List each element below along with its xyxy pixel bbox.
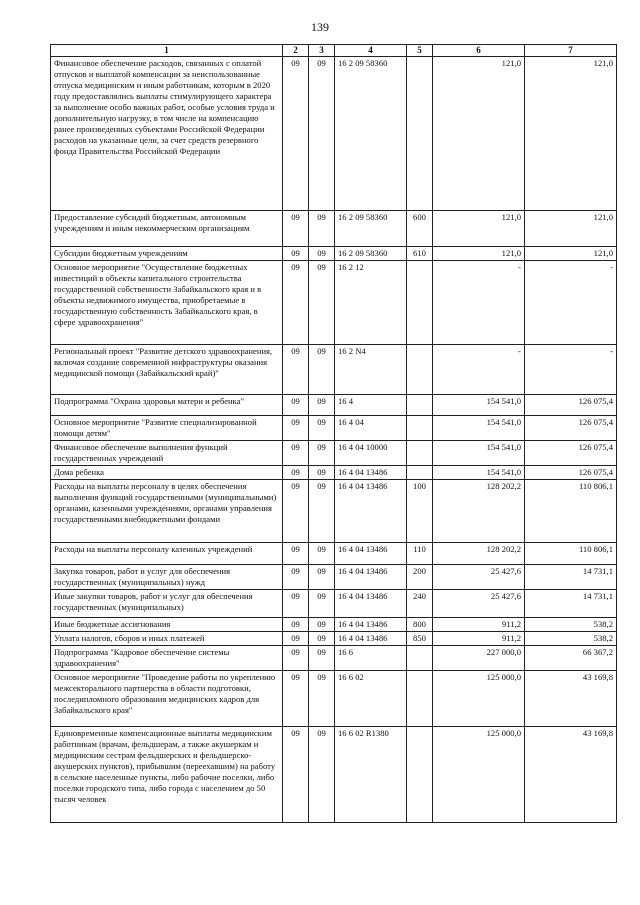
- row-sum-year2: 126 075,4: [525, 416, 617, 441]
- row-sum-year1: 128 202,2: [433, 480, 525, 543]
- row-target-article: 16 4 04 13486: [335, 590, 407, 618]
- table-row: [51, 211, 617, 247]
- row-sum-year2: 121,0: [525, 211, 617, 247]
- row-name: Финансовое обеспечение выполнения функций государственных учреждений: [51, 441, 283, 466]
- table-row: [51, 671, 617, 727]
- row-sum-year2: 14 731,1: [525, 590, 617, 618]
- row-name: Основное мероприятие "Развитие специализированной помощи детям": [51, 416, 283, 441]
- row-name: Региональный проект "Развитие детского здравоохранения, включая создание современной инфраструктуры оказания медицинской помощи (Забайкальский край)": [51, 345, 283, 395]
- row-subsection: 09: [309, 211, 335, 247]
- table-row: [51, 480, 617, 543]
- row-subsection: 09: [309, 565, 335, 590]
- row-section: 09: [283, 618, 309, 632]
- row-expense-type: [407, 441, 433, 466]
- row-name: Основное мероприятие "Осуществление бюджетных инвестиций в объекты капитального строительства государственной собственности Забайкальского края и в объекты недвижимого имущества, приобретаемые в государственную собственность Забайкальского края, в сфере здравоохранения": [51, 261, 283, 345]
- row-section: 09: [283, 416, 309, 441]
- row-target-article: 16 4 04 13486: [335, 632, 407, 646]
- row-expense-type: 850: [407, 632, 433, 646]
- row-section: 09: [283, 590, 309, 618]
- row-sum-year1: 227 000,0: [433, 646, 525, 671]
- row-subsection: 09: [309, 247, 335, 261]
- row-sum-year1: 125 000,0: [433, 727, 525, 823]
- row-section: 09: [283, 211, 309, 247]
- row-sum-year2: 538,2: [525, 632, 617, 646]
- row-expense-type: 240: [407, 590, 433, 618]
- table-row: [51, 646, 617, 671]
- row-subsection: 09: [309, 618, 335, 632]
- row-name: Основное мероприятие "Проведение работы по укреплению межсекторального партнерства в области подготовки, последипломного образования медицинских кадров для Забайкальского края": [51, 671, 283, 727]
- table-row: [51, 395, 617, 416]
- budget-table: [50, 44, 617, 823]
- row-target-article: 16 6 02: [335, 671, 407, 727]
- row-sum-year1: 128 202,2: [433, 543, 525, 565]
- row-sum-year1: 125 000,0: [433, 671, 525, 727]
- row-sum-year1: -: [433, 345, 525, 395]
- row-section: 09: [283, 345, 309, 395]
- row-name: Закупка товаров, работ и услуг для обеспечения государственных (муниципальных) нужд: [51, 565, 283, 590]
- row-subsection: 09: [309, 395, 335, 416]
- table-row: [51, 543, 617, 565]
- row-subsection: 09: [309, 466, 335, 480]
- row-name: Расходы на выплаты персоналу в целях обеспечения выполнения функций государственными (муниципальными) органами, казенными учреждениями, органами управления государственными внебюджетными фондами: [51, 480, 283, 543]
- page-number: 139: [311, 20, 329, 34]
- row-section: 09: [283, 395, 309, 416]
- row-name: Единовременные компенсационные выплаты медицинским работникам (врачам, фельдшерам, а также акушеркам и медицинским сестрам фельдшерских и фельдшерско-акушерских пунктов), прибывшим (переехавшим) на работу в сельские населенные пункты, либо рабочие поселки, либо поселки городского типа, либо города с населением до 50 тысяч человек: [51, 727, 283, 823]
- header-cell: 1: [51, 45, 283, 57]
- row-target-article: 16 2 09 58360: [335, 211, 407, 247]
- table-row: [51, 441, 617, 466]
- row-section: 09: [283, 646, 309, 671]
- row-subsection: 09: [309, 480, 335, 543]
- row-sum-year1: 121,0: [433, 57, 525, 211]
- row-subsection: 09: [309, 261, 335, 345]
- row-target-article: 16 2 12: [335, 261, 407, 345]
- row-sum-year1: 25 427,6: [433, 590, 525, 618]
- row-expense-type: [407, 345, 433, 395]
- row-expense-type: 600: [407, 211, 433, 247]
- row-expense-type: 200: [407, 565, 433, 590]
- row-expense-type: [407, 727, 433, 823]
- row-name: Предоставление субсидий бюджетным, автономным учреждениям и иным некоммерческим организациям: [51, 211, 283, 247]
- row-name: Расходы на выплаты персоналу казенных учреждений: [51, 543, 283, 565]
- row-name: Подпрограмма "Охрана здоровья матери и ребенка": [51, 395, 283, 416]
- row-sum-year2: 121,0: [525, 57, 617, 211]
- row-section: 09: [283, 441, 309, 466]
- row-sum-year2: 43 169,8: [525, 727, 617, 823]
- header-cell: 3: [309, 45, 335, 57]
- row-target-article: 16 6 02 R1380: [335, 727, 407, 823]
- header-cell: 2: [283, 45, 309, 57]
- row-sum-year2: 110 806,1: [525, 480, 617, 543]
- row-section: 09: [283, 247, 309, 261]
- table-row: [51, 247, 617, 261]
- row-name: Иные закупки товаров, работ и услуг для обеспечения государственных (муниципальных): [51, 590, 283, 618]
- row-section: 09: [283, 57, 309, 211]
- row-subsection: 09: [309, 646, 335, 671]
- row-subsection: 09: [309, 441, 335, 466]
- row-expense-type: 610: [407, 247, 433, 261]
- row-sum-year1: 911,2: [433, 618, 525, 632]
- row-sum-year2: 121,0: [525, 247, 617, 261]
- table-row: [51, 727, 617, 823]
- row-sum-year1: 154 541,0: [433, 416, 525, 441]
- row-section: 09: [283, 565, 309, 590]
- row-subsection: 09: [309, 590, 335, 618]
- header-cell: 7: [525, 45, 617, 57]
- row-target-article: 16 4 04: [335, 416, 407, 441]
- row-sum-year1: 154 541,0: [433, 466, 525, 480]
- row-sum-year2: 538,2: [525, 618, 617, 632]
- row-name: Уплата налогов, сборов и иных платежей: [51, 632, 283, 646]
- row-section: 09: [283, 543, 309, 565]
- row-subsection: 09: [309, 345, 335, 395]
- table-row: [51, 590, 617, 618]
- row-section: 09: [283, 632, 309, 646]
- row-sum-year2: -: [525, 345, 617, 395]
- row-sum-year1: 25 427,6: [433, 565, 525, 590]
- header-cell: 5: [407, 45, 433, 57]
- row-target-article: 16 4 04 13486: [335, 466, 407, 480]
- row-name: Подпрограмма "Кадровое обеспечение системы здравоохранения": [51, 646, 283, 671]
- row-section: 09: [283, 480, 309, 543]
- row-sum-year1: 154 541,0: [433, 441, 525, 466]
- row-section: 09: [283, 466, 309, 480]
- row-expense-type: [407, 57, 433, 211]
- table-row: [51, 416, 617, 441]
- row-subsection: 09: [309, 727, 335, 823]
- row-expense-type: [407, 261, 433, 345]
- row-subsection: 09: [309, 671, 335, 727]
- row-target-article: 16 2 N4: [335, 345, 407, 395]
- row-sum-year2: 126 075,4: [525, 466, 617, 480]
- row-expense-type: 100: [407, 480, 433, 543]
- header-row: [51, 45, 617, 57]
- row-subsection: 09: [309, 416, 335, 441]
- row-expense-type: [407, 416, 433, 441]
- row-sum-year2: 126 075,4: [525, 395, 617, 416]
- row-target-article: 16 4: [335, 395, 407, 416]
- row-target-article: 16 4 04 13486: [335, 618, 407, 632]
- row-section: 09: [283, 671, 309, 727]
- row-target-article: 16 4 04 13486: [335, 543, 407, 565]
- row-sum-year1: 121,0: [433, 211, 525, 247]
- table-row: [51, 57, 617, 211]
- table-row: [51, 345, 617, 395]
- row-name: Дома ребенка: [51, 466, 283, 480]
- row-target-article: 16 4 04 13486: [335, 565, 407, 590]
- row-expense-type: 800: [407, 618, 433, 632]
- row-sum-year2: 110 806,1: [525, 543, 617, 565]
- row-subsection: 09: [309, 632, 335, 646]
- row-target-article: 16 6: [335, 646, 407, 671]
- row-section: 09: [283, 261, 309, 345]
- row-sum-year1: 154 541,0: [433, 395, 525, 416]
- row-name: Финансовое обеспечение расходов, связанных с оплатой отпусков и выплатой компенсации за неиспользованные отпуска медицинским и иным работникам, которым в 2020 году предоставлялись выплаты стимулирующего характера за выполнение особо важных работ, особые условия труда и дополнительную нагрузку, в том числе на компенсацию ранее произведенных субъектами Российской Федерации расходов на указанные цели, за счет средств резервного фонда Правительства Российской Федерации: [51, 57, 283, 211]
- row-subsection: 09: [309, 57, 335, 211]
- table-row: [51, 261, 617, 345]
- row-sum-year2: 43 169,8: [525, 671, 617, 727]
- row-expense-type: [407, 466, 433, 480]
- row-sum-year2: 126 075,4: [525, 441, 617, 466]
- row-sum-year1: 121,0: [433, 247, 525, 261]
- row-target-article: 16 2 09 58360: [335, 57, 407, 211]
- row-name: Субсидии бюджетным учреждениям: [51, 247, 283, 261]
- row-target-article: 16 4 04 13486: [335, 480, 407, 543]
- row-sum-year2: -: [525, 261, 617, 345]
- row-expense-type: [407, 671, 433, 727]
- row-expense-type: 110: [407, 543, 433, 565]
- row-sum-year1: -: [433, 261, 525, 345]
- row-name: Иные бюджетные ассигнования: [51, 618, 283, 632]
- header-cell: 4: [335, 45, 407, 57]
- row-target-article: 16 4 04 10000: [335, 441, 407, 466]
- table-row: [51, 466, 617, 480]
- row-expense-type: [407, 395, 433, 416]
- table-row: [51, 565, 617, 590]
- row-target-article: 16 2 09 58360: [335, 247, 407, 261]
- row-sum-year1: 911,2: [433, 632, 525, 646]
- row-section: 09: [283, 727, 309, 823]
- row-subsection: 09: [309, 543, 335, 565]
- table-row: [51, 618, 617, 632]
- header-cell: 6: [433, 45, 525, 57]
- row-sum-year2: 66 367,2: [525, 646, 617, 671]
- row-sum-year2: 14 731,1: [525, 565, 617, 590]
- row-expense-type: [407, 646, 433, 671]
- table-row: [51, 632, 617, 646]
